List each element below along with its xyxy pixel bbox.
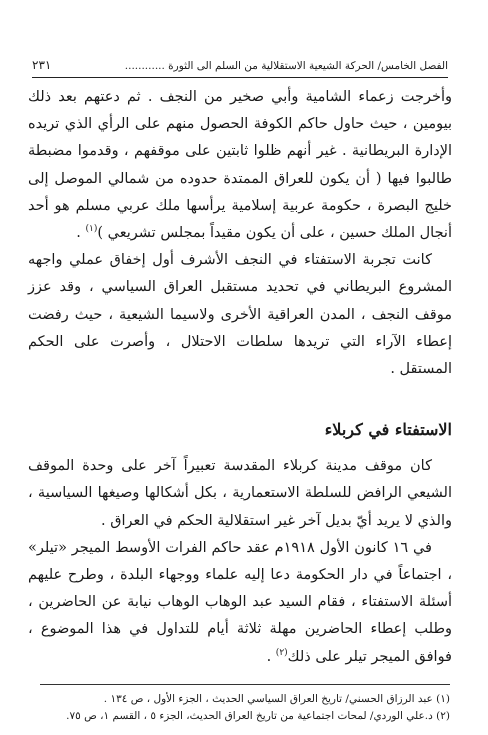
running-header <box>32 58 448 78</box>
paragraph-end: . <box>266 648 276 665</box>
footnote-ref: (٢) <box>275 647 288 658</box>
page-number: ٢٣١ <box>32 58 52 72</box>
paragraph-text: وأخرجت زعماء الشامية وأبي صخير من النجف . ثم دعتهم بعد ذلك بيومين ، حيث حاول حاكم الكوفة الحصول منهم على الرأي الذي تريده الإدارة البريطانية . غير أنهم ظلوا ثابتين على موقفهم ، وقدموا مضبطة طالبوا فيها ( أن يكون للعراق الممتدة حدوده من شمالي الموصل إلى خليج البصرة ، حكومة عربية إسلامية يرأسها ملك عربي مسلم هو أحد أنجال الملك حسين ، على أن يكون مقيداً بمجلس تشريعي ) <box>28 89 452 242</box>
body-paragraph <box>28 535 452 671</box>
page-body <box>28 84 452 671</box>
chapter-title: الفصل الخامس/ الحركة الشيعية الاستقلالية من السلم الى الثورة ............ <box>124 60 448 72</box>
section-heading: الاستفتاء في كربلاء <box>324 420 452 440</box>
paragraph-text: في ١٦ كانون الأول ١٩١٨م عقد حاكم الفرات الأوسط الميجر «تيلر» ، اجتماعاً في دار الحكومة دعا إليه علماء ووجهاء البلدة ، وطرح عليهم أسئلة الاستفتاء ، فقام السيد عبد الوهاب الوهاب نيابة عن الحاضرين ، وطلب إعطاء الحاضرين مهلة ثلاثة أيام للتداول في هذا الموضوع ، فوافق الميجر تيلر على ذلك <box>28 539 452 665</box>
paragraph-end: . <box>76 225 86 242</box>
footnotes <box>40 684 450 725</box>
footnote: (٢) د.علي الوردي/ لمحات اجتماعية من تاريخ العراق الحديث، الجزء ٥ ، القسم ١، ص ٧٥. <box>66 710 450 722</box>
body-paragraph <box>28 84 452 247</box>
footnote-ref: (١) <box>85 224 98 235</box>
body-paragraph: كان موقف مدينة كربلاء المقدسة تعبيراً آخر على وحدة الموقف الشيعي الرافض للسلطة الاستعمارية ، بكل أشكالها وصيغها السياسية ، والذي لا يريد أيّ بديل آخر غير استقلالية الحكم في العراق . <box>28 458 452 529</box>
body-paragraph: كانت تجربة الاستفتاء في النجف الأشرف أول إخفاق عملي واجهه المشروع البريطاني في تحديد مستقبل العراق السياسي ، وقد عزز موقف النجف ، المدن العراقية الأخرى ولاسيما الشيعية ، حيث رفضت إعطاء الآراء التي تريدها سلطات الاحتلال ، وأصرت على الحكم المستقل . <box>28 252 452 378</box>
footnote: (١) عبد الرزاق الحسني/ تاريخ العراق السياسي الحديث ، الجزء الأول ، ص ١٣٤ . <box>103 693 450 705</box>
